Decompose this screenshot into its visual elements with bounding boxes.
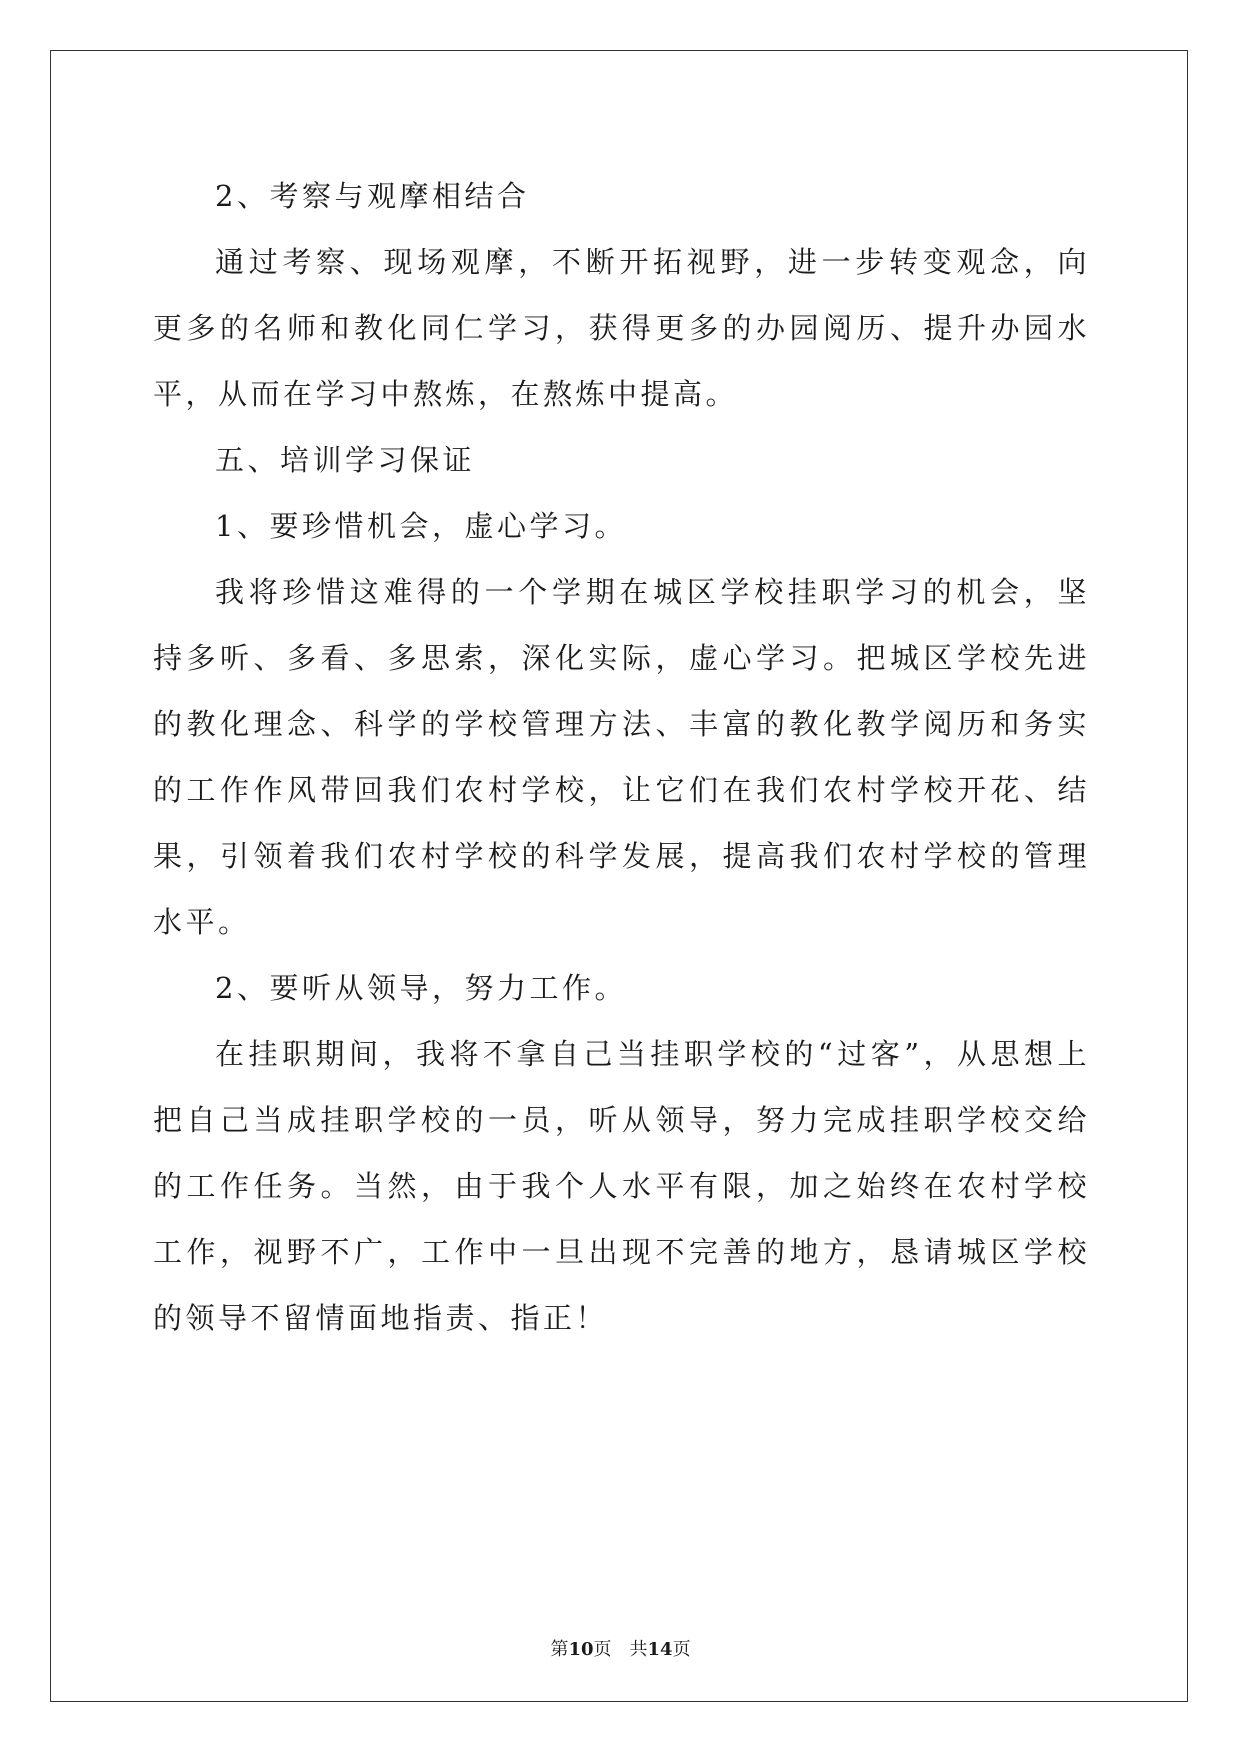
paragraph-subheading-2b: 2、要听从领导，努力工作。 xyxy=(215,971,627,1005)
paragraph-cherish-opportunity: 我将珍惜这难得的一个学期在城区学校挂职学习的机会，坚持多听、多看、多思索，深化实际，虚心学习。把城区学校先进的教化理念、科学的学校管理方法、丰富的教化教学阅历和务实的工作作风带回我们农村学校，让它们在我们农村学校开花、结果，引领着我们农村学校的科学发展，提高我们农村学校的管理水平。 xyxy=(153,575,1090,939)
paragraph-subheading-2: 2、考察与观摩相结合 xyxy=(215,179,530,213)
page-number: 10 xyxy=(568,1639,594,1660)
paragraph-obey-leadership: 在挂职期间，我将不拿自己当挂职学校的“过客”，从思想上把自己当成挂职学校的一员，听从领导，努力完成挂职学校交给的工作任务。当然，由于我个人水平有限，加之始终在农村学校工作，视野不广，工作中一旦出现不完善的地方，恳请城区学校的领导不留情面地指责、指正！ xyxy=(153,1037,1090,1335)
total-prefix: 共 xyxy=(629,1639,648,1660)
total-suffix: 页 xyxy=(672,1639,691,1660)
page-footer xyxy=(0,1635,1241,1661)
page-suffix: 页 xyxy=(593,1639,612,1660)
section-heading-5: 五、培训学习保证 xyxy=(215,443,476,477)
paragraph-subheading-1: 1、要珍惜机会，虚心学习。 xyxy=(215,509,627,543)
total-pages: 14 xyxy=(647,1639,673,1660)
page-prefix: 第 xyxy=(550,1639,569,1660)
paragraph-observation: 通过考察、现场观摩，不断开拓视野，进一步转变观念，向更多的名师和教化同仁学习，获得更多的办园阅历、提升办园水平，从而在学习中熬炼，在熬炼中提高。 xyxy=(153,245,1090,411)
document-body xyxy=(153,163,1090,1351)
